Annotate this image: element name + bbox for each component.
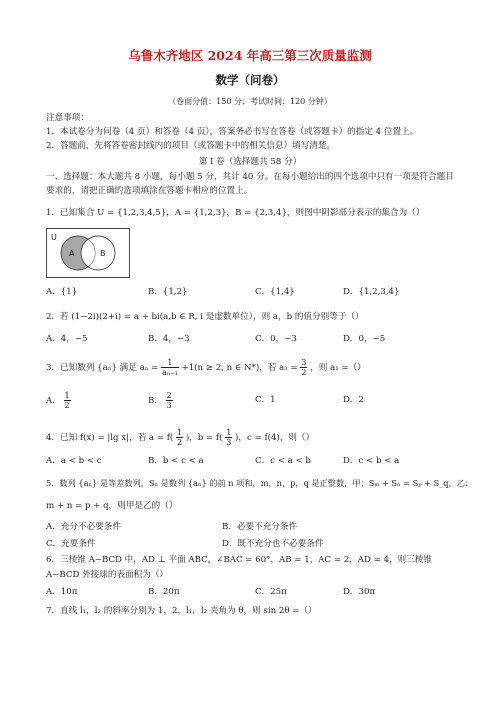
venn-diagram [46,228,130,278]
notice-heading: 注意事项： [46,113,89,123]
question-4-stem-part-b: )，b = f( [185,433,223,443]
question-1-stem: 1．已知集合 U = {1,2,3,4,5}，A = {1,2,3}，B = {2,3,4}，则图中阴影部分表示的集合为（） [46,208,425,218]
question-2-option-a: A．4，−5 [46,334,88,344]
question-3-fraction-2-num: 3 [301,358,307,367]
question-5-stem-line1: 5．数列 {aₙ} 是等差数列，Sₙ 是数列 {aₙ} 的前 n 项和，m，n，p，q 是正整数，甲：Sₘ + Sₙ = Sₚ + S_q，乙： [46,478,474,488]
question-4-stem-part-c: )，c = f(4)，则（） [235,433,315,443]
subject-title: 数学（问卷） [215,73,285,87]
question-3-option-b-fraction [166,391,173,410]
venn-label-u: U [51,233,57,242]
question-3-fraction [161,358,179,377]
question-4-stem-part-a: 4．已知 f(x) = |lg x|，若 a = f( [46,433,174,443]
question-3-fraction-2 [300,358,307,377]
notice-item-2: 2．答题前，先将答卷密封线内的项目（或答题卡中的相关信息）填写清楚。 [46,141,336,151]
question-3-fraction-2-den: 2 [301,368,307,377]
question-4-fraction-1-num: 1 [176,428,183,437]
question-4-option-a: A．a < b < c [46,456,102,466]
notice-item-1: 1．本试卷分为问卷（4 页）和答卷（4 页），答案务必书写在答卷（或答题卡）的指定 4 位置上。 [46,127,419,137]
question-6-stem-line2: A−BCD 外接球的表面积为（） [46,570,169,580]
question-1-option-b: B．{1,2} [148,287,188,297]
question-3-option-b-num: 2 [166,391,172,400]
question-2-option-c: C．0，−3 [255,334,297,344]
question-4-fraction-1 [176,428,183,447]
question-3-option-a-den: 2 [64,401,70,410]
question-6-option-b: B．20π [148,587,180,597]
question-2-option-d: D．0，−5 [343,334,386,344]
question-3-option-a-fraction [64,391,71,410]
question-4-option-c: C．c < a < b [255,456,311,466]
question-3-stem-part-a: 3．已知数列 {aₙ} 满足 aₙ = [46,363,159,373]
question-6-option-a: A．10π [46,587,78,597]
question-1-option-a: A．{1} [46,287,78,297]
question-6-stem-line1: 6．三棱锥 A−BCD 中，AD ⊥ 平面 ABC，∠BAC = 60°，AB = 1，AC = 2，AD = 4，则三棱锥 [46,555,432,565]
venn-label-a: A [69,249,75,258]
question-3-option-a-num: 1 [64,391,70,400]
question-3-stem-part-c: ，则 a₁ =（） [310,363,366,373]
question-4-fraction-1-den: 2 [176,438,183,447]
question-4-fraction-2-num: 1 [226,428,232,437]
question-4-option-d: D．c < b < a [343,456,400,466]
question-3-option-b-label: B． [148,396,163,406]
question-3-stem-part-b: +1(n ≥ 2, n ∈ N*)，若 a₃ = [181,363,298,373]
venn-label-b: B [100,249,106,258]
question-4-fraction-2 [225,428,232,447]
exam-info: （卷面分值：150 分；考试时间：120 分钟） [168,97,332,106]
question-3-option-c: C．1 [255,395,276,405]
question-3-option-b [148,391,173,410]
section-intro-line1: 一、选择题：本大题共 8 小题，每小题 5 分，共计 40 分。在每小题给出的四个选项中只有一项是符合题目 [46,172,454,182]
question-5-option-a: A．充分不必要条件 [46,522,121,532]
question-4-fraction-2-den: 3 [226,438,232,447]
question-3-stem [46,358,366,377]
question-3-fraction-num: 1 [161,358,179,368]
question-1-option-c: C．{1,4} [255,287,295,297]
question-2-stem: 2．若 (1−2i)(2+i) = a + bi(a,b ∈ R, i 是虚数单位），则 a，b 的值分别等于（） [46,312,364,322]
question-1-option-d: D．{1,2,3,4} [343,287,400,297]
question-3-option-a-label: A． [46,396,61,406]
section-intro-line2: 要求的，请把正确的选项填涂在答题卡相应的位置上。 [46,186,253,196]
question-3-option-d: D．2 [343,395,364,405]
question-5-option-b: B．必要不充分条件 [222,522,298,532]
question-5-option-d: D．既不充分也不必要条件 [222,539,324,549]
question-6-option-c: C．25π [255,587,287,597]
question-4-option-b: B．b < c < a [148,456,204,466]
question-4-stem [46,428,314,447]
question-2-option-b: B．4，−3 [148,334,190,344]
question-5-stem-line2: m + n = p + q，则甲是乙的（） [46,501,178,511]
question-5-option-c: C．充要条件 [46,539,96,549]
section-heading: 第 I 卷（选择题共 58 分） [198,157,302,167]
question-3-option-a [46,391,71,410]
question-3-option-b-den: 3 [166,401,172,410]
exam-title: 乌鲁木齐地区 2024 年高三第三次质量监测 [128,48,372,63]
question-3-fraction-den: aₙ₋₁ [162,368,178,377]
question-7-stem: 7．直线 l₁，l₂ 的斜率分别为 1，2，l₁，l₂ 夹角为 θ，则 sin 2θ =（） [46,606,317,616]
question-6-option-d: D．30π [343,587,376,597]
